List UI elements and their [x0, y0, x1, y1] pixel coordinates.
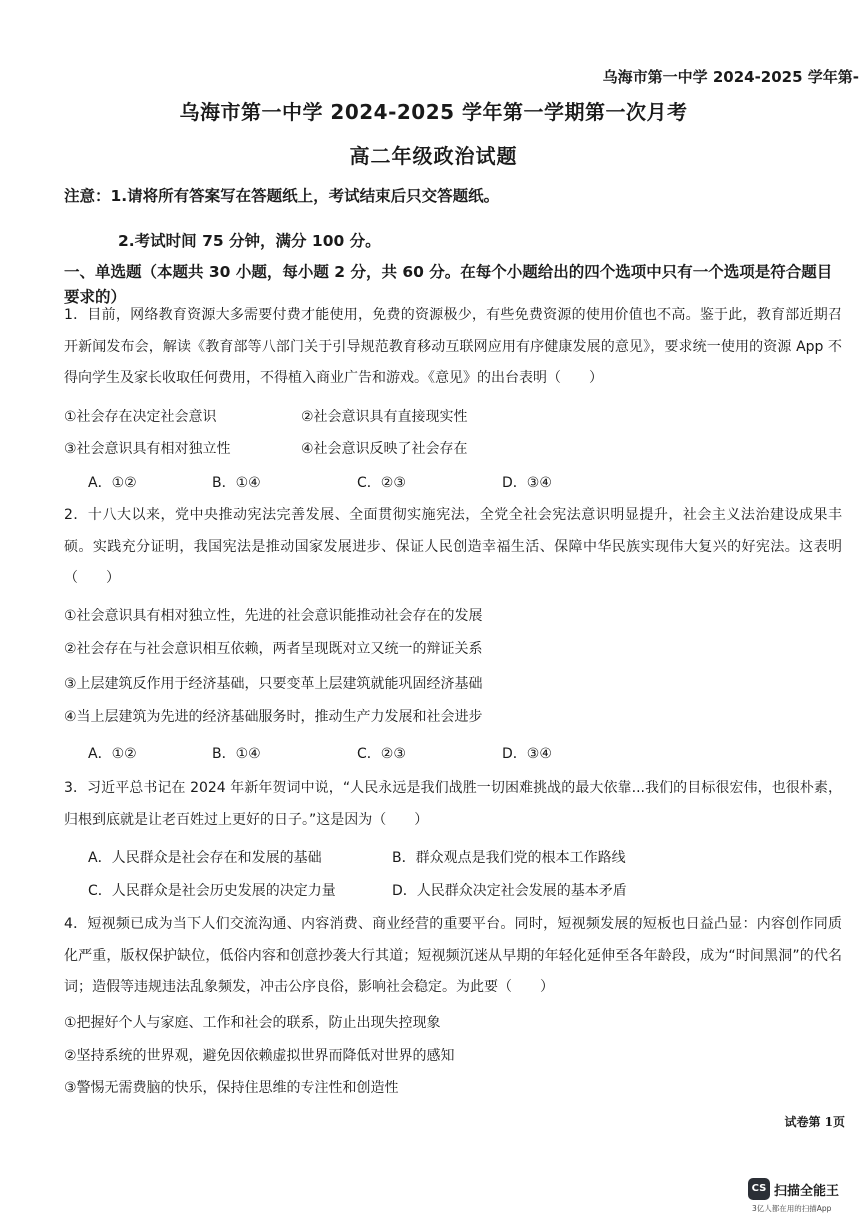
scanner-tagline: 3亿人都在用的扫描App [752, 1204, 832, 1213]
exam-subtitle: 高二年级政治试题 [349, 144, 518, 168]
q3-choice-d: D．人民群众决定社会发展的基本矛盾 [392, 883, 627, 899]
q4-item-2: ②坚持系统的世界观，避免因依赖虚拟世界而降低对世界的感知 [64, 1048, 455, 1064]
q1-choice-c: C．②③ [357, 475, 406, 491]
section-heading: 一、单选题（本题共 30 小题，每小题 2 分，共 60 分。在每个小题给出的四个选项中只有一个选项是符合题目要求的） [64, 263, 833, 306]
page-number: 试卷第 1页 [784, 1115, 845, 1129]
q1-choice-a: A．①② [88, 475, 137, 491]
exam-title: 乌海市第一中学 2024-2025 学年第一学期第一次月考 [179, 100, 688, 124]
q1-choice-d: D．③④ [502, 475, 552, 491]
q1-item-3: ③社会意识具有相对独立性 [64, 441, 231, 457]
q2-choice-c: C．②③ [357, 746, 406, 762]
q2-choice-b: B．①④ [212, 746, 261, 762]
q2-choice-d: D．③④ [502, 746, 552, 762]
q4-item-1: ①把握好个人与家庭、工作和社会的联系，防止出现失控现象 [64, 1015, 441, 1031]
q2-item-1: ①社会意识具有相对独立性，先进的社会意识能推动社会存在的发展 [64, 608, 483, 624]
q1-item-2: ②社会意识具有直接现实性 [301, 409, 468, 425]
q2-item-3: ③上层建筑反作用于经济基础，只要变革上层建筑就能巩固经济基础 [64, 676, 483, 692]
q3-choice-b: B．群众观点是我们党的根本工作路线 [392, 850, 626, 866]
q1-choice-b: B．①④ [212, 475, 261, 491]
camscanner-logo-icon: CS [748, 1178, 770, 1200]
q1-item-4: ④社会意识反映了社会存在 [301, 441, 468, 457]
q4-item-3: ③警惕无需费脑的快乐，保持住思维的专注性和创造性 [64, 1080, 399, 1096]
q3-choice-c: C．人民群众是社会历史发展的决定力量 [88, 883, 336, 899]
question-3-stem: 3．习近平总书记在 2024 年新年贺词中说，“人民永远是我们战胜一切困难挑战的最大依靠...我们的目标很宏伟，也很朴素，归根到底就是让老百姓过上更好的日子。”这是因为（ ） [64, 780, 842, 828]
q2-item-4: ④当上层建筑为先进的经济基础服务时，推动生产力发展和社会进步 [64, 709, 483, 725]
question-4-stem: 4．短视频已成为当下人们交流沟通、内容消费、商业经营的重要平台。同时，短视频发展的短板也日益凸显：内容创作同质化严重，版权保护缺位，低俗内容和创意抄袭大行其道；短视频沉迷从早期的年轻化延伸至各年龄段，成为“时间黑洞”的代名词；造假等违规违法乱象频发，冲击公序良俗，影响社会稳定。为此要（ ） [64, 916, 842, 995]
q2-item-2: ②社会存在与社会意识相互依赖，两者呈现既对立又统一的辩证关系 [64, 641, 483, 657]
notice-1: 注意：1.请将所有答案写在答题纸上，考试结束后只交答题纸。 [64, 187, 500, 205]
running-header: 乌海市第一中学 2024-2025 学年第- [602, 68, 859, 86]
scanner-app-name: 扫描全能王 [774, 1184, 840, 1199]
q2-choice-a: A．①② [88, 746, 137, 762]
question-2-stem: 2．十八大以来，党中央推动宪法完善发展、全面贯彻实施宪法，全党全社会宪法意识明显提升，社会主义法治建设成果丰硕。实践充分证明，我国宪法是推动国家发展进步、保证人民创造幸福生活、保障中华民族实现伟大复兴的好宪法。这表明（ ） [64, 507, 842, 586]
notice-2: 2.考试时间 75 分钟，满分 100 分。 [118, 232, 381, 250]
question-1-stem: 1．目前，网络教育资源大多需要付费才能使用，免费的资源极少，有些免费资源的使用价值也不高。鉴于此，教育部近期召开新闻发布会，解读《教育部等八部门关于引导规范教育移动互联网应用有序健康发展的意见》，要求统一使用的资源 App 不得向学生及家长收取任何费用，不得植入商业广告和游戏。《意见》的出台表明（ ） [64, 307, 842, 386]
q1-item-1: ①社会存在决定社会意识 [64, 409, 217, 425]
q3-choice-a: A．人民群众是社会存在和发展的基础 [88, 850, 322, 866]
